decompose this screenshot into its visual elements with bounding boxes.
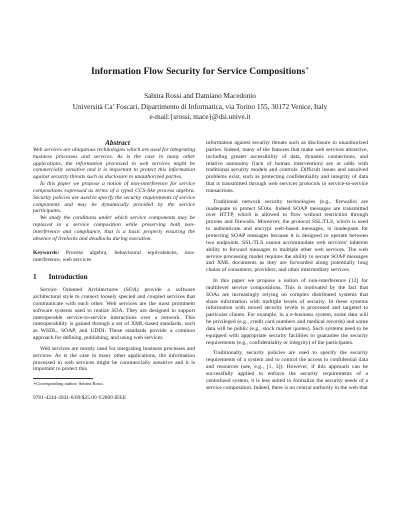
author-email: e-mail:{srossi, mace}@dsi.unive.it xyxy=(149,113,251,121)
body-paragraph-2: Traditional network security technologies (e.g., firewalls) are inadequate to protect SOAs. Indeed SOAP messages are transmitted over HTTP, which is allowed to flow without restriction through proxies and firewalls. Moreover, the protocol SSL/TLS, which is used to authenticate and encrypt web-based messages, is inadequate for protecting SOAP messages because it is designed to operate between two endpoints. SSL/TLS cannot accommodate web services’ inherent ability to forward messages to multiple other web services. The web service processing model requires the ability to secure SOAP messages and XML documents as they are forwarded along potentially long chains of consumers, providers, and other intermediary services. xyxy=(206,198,368,274)
footnote: ∗Corresponding author: Sabina Rossi. xyxy=(33,381,104,387)
body-paragraph-1: information against security threats such as disclosure to unauthorized parties. Indeed, many of the features that make web services attractive, including greater accessibility of data, dynamic connections, and relative autonomy (lack of human intervention) are at odds with traditional security models and controls. Difficult issues and unsolved problems exist, such as protecting confidentiality and integrity of data that is transmitted through web services protocols in service-to-service transactions. xyxy=(206,140,368,194)
title-footnote-mark: ∗ xyxy=(305,66,310,72)
copyright-line: 9781-4244-3941-6/09/$25.00 ©2009 IEEE xyxy=(33,395,126,402)
footnote-rule xyxy=(33,378,93,379)
body-paragraph-4: Traditionally, security policies are used to specify the security requirements of a system and to control the access to confidential data and resources (see, e.g., [1, 3]). However, if this approach can be successfully applied to enforce the security requirements of a centralized system, it is less suited to formalize the security needs of a service composition. Indeed, there is no central authority in the web that xyxy=(206,350,368,391)
intro-paragraph-2: Web services are mostly used for integrating business processes and services. As is the case in many other applications, the information processed in web services might be commercially sensitive and it is important to protect this xyxy=(33,345,195,373)
abstract-paragraph-2: In this paper we propose a notion of non-interference for service compositions expressed as terms of a typed CCS-like process algebra. Security policies are used to specify the security requirements of service components and may be dynamically provided by the service participants. xyxy=(33,181,195,215)
abstract-paragraph-3: We study the conditions under which service components may be replaced in a service composition while preserving both non-interference and compliance, that is a basic property ensuring the absence of livelocks and deadlocks during execution. xyxy=(33,215,195,242)
intro-paragraph-1: Service Oriented Architectures (SOA) provide a software architectural style to connect loosely specied and coupled services that communicate with each other. Web services are the most prominent software systems used to realize SOA. They are designed to support interoperable service-to-service interactions over a network. This interoperability is gained through a set of XML-based standards, such as WSDL, SOAP, and UDDI. These standards provide a common approach for defining, publishing, and using web services. xyxy=(33,287,195,342)
left-column xyxy=(33,140,195,402)
section-number: 1 xyxy=(33,273,37,282)
abstract-section xyxy=(33,140,195,243)
author-names: Sabina Rossi and Damiano Macedonio xyxy=(144,92,256,100)
abstract-heading: Abstract xyxy=(105,139,130,147)
section-title: Introduction xyxy=(48,273,88,282)
paper-title-block xyxy=(0,66,400,77)
right-column xyxy=(206,140,368,392)
paper-title: Information Flow Security for Service Compositions xyxy=(90,66,306,78)
body-paragraph-3: In this paper we propose a notion of non-interference [13] for multilevel service compositions. This is motivated by the fact that SOAs are increasingly relying on complex distributed systems that share information with multiple levels of security. In these systems information with mixed security levels is processed and targeted to particular clients. For example, in a e-business system, some data will be privileged (e.g., credit card numbers and medical records) and some data will be public (e.g., stock market quotes). Such systems need to be equipped with appropriate security facilities to guarantee the security requirements (e.g., confidentiality or integrity) of the participants. xyxy=(206,278,368,346)
keywords xyxy=(33,250,195,264)
author-affiliation: Università Ca’ Foscari, Dipartimento di Informatica, via Torino 155, 30172 Venice, Italy xyxy=(72,102,328,111)
keywords-label: Keywords: xyxy=(33,249,60,256)
author-block xyxy=(0,91,400,123)
keywords-text: Process algebra, behavioural equivalences, non-interference, web services xyxy=(33,249,196,263)
abstract-paragraph-1: Web services are ubiquitous technologies which are used for integrating business processes and services. As is the case in many other applications, the information processed in web services might be commercially sensitive and it is important to protect this information against security threats such as disclosure to unauthorized parties. xyxy=(33,146,195,181)
section-heading-introduction xyxy=(33,274,195,281)
